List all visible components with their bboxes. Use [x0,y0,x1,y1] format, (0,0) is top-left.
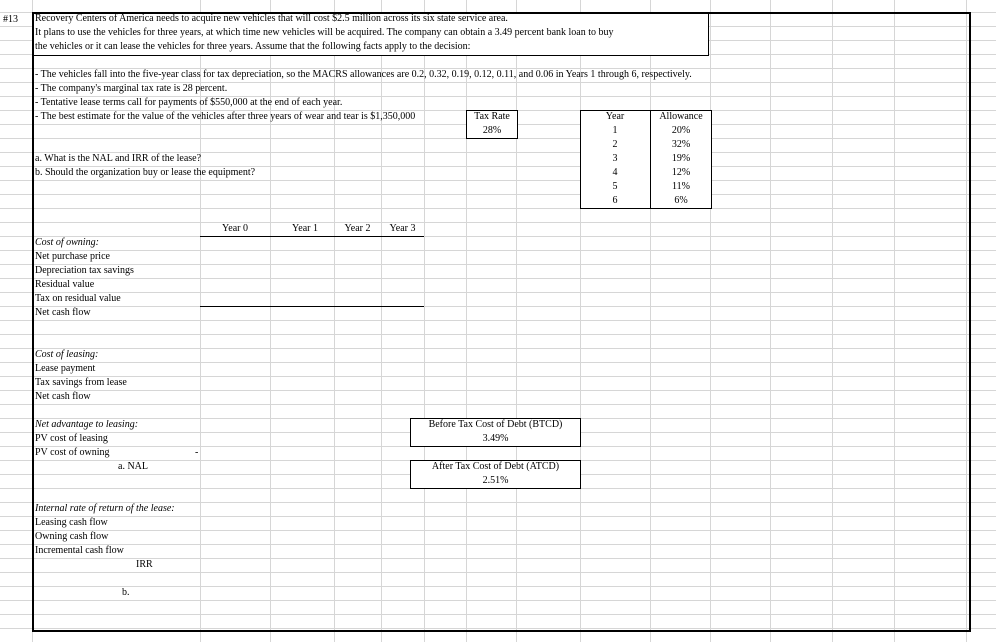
owning-depreciation-tax-savings: Depreciation tax savings [35,265,134,276]
macrs-year-3: 3 [612,153,618,164]
year-3-header: Year 3 [389,223,416,234]
btcd-label: Before Tax Cost of Debt (BTCD) [428,419,563,430]
owning-net-purchase-price: Net purchase price [35,251,110,262]
tax-rate-label: Tax Rate [474,111,510,122]
problem-line-2: It plans to use the vehicles for three years, at which time new vehicles will be acquired. The company can obtain a 3.49 percent bank loan to buy [35,27,614,38]
irr-incremental-cash-flow: Incremental cash flow [35,545,124,556]
owning-net-cash-flow: Net cash flow [35,307,91,318]
owning-tax-on-residual: Tax on residual value [35,293,121,304]
macrs-year-5: 5 [612,181,618,192]
macrs-allowance-4: 12% [671,167,691,178]
nal-pv-owning: PV cost of owning [35,447,110,458]
owning-title: Cost of owning: [35,237,99,248]
owning-residual-value: Residual value [35,279,95,290]
nal-title: Net advantage to leasing: [35,419,139,430]
irr-leasing-cash-flow: Leasing cash flow [35,517,108,528]
answer-b-label: b. [122,587,130,598]
macrs-allowance-5: 11% [672,181,690,192]
problem-number: #13 [3,14,18,25]
atcd-value: 2.51% [482,475,509,486]
question-a: a. What is the NAL and IRR of the lease? [35,153,202,164]
nal-pv-leasing: PV cost of leasing [35,433,108,444]
nal-pv-owning-value[interactable]: - [195,447,199,458]
btcd-value: 3.49% [482,433,509,444]
macrs-header-allowance: Allowance [659,111,703,122]
problem-line-1: Recovery Centers of America needs to acquire new vehicles that will cost $2.5 million across its six state service area. [35,13,508,24]
macrs-allowance-1: 20% [671,125,691,136]
macrs-year-4: 4 [612,167,618,178]
nal-label: a. NAL [118,461,148,472]
irr-label: IRR [136,559,153,570]
leasing-lease-payment: Lease payment [35,363,96,374]
fact-macrs: - The vehicles fall into the five-year class for tax depreciation, so the MACRS allowances are 0.2, 0.32, 0.19, 0.12, 0.11, and 0.06 in Years 1 through 6, respectively. [35,69,692,80]
macrs-allowance-2: 32% [671,139,691,150]
problem-line-3: the vehicles or it can lease the vehicles for three years. Assume that the following facts apply to the decision: [35,41,471,52]
macrs-year-2: 2 [612,139,618,150]
year-2-header: Year 2 [344,223,371,234]
macrs-allowance-6: 6% [674,195,688,206]
tax-rate-value: 28% [482,125,502,136]
irr-title: Internal rate of return of the lease: [35,503,175,514]
macrs-allowance-3: 19% [671,153,691,164]
fact-residual-value: - The best estimate for the value of the vehicles after three years of wear and tear is $1,350,000 [35,111,416,122]
year-0-header: Year 0 [222,223,248,234]
irr-owning-cash-flow: Owning cash flow [35,531,109,542]
macrs-header-year: Year [605,111,625,122]
fact-lease-terms: - Tentative lease terms call for payments of $550,000 at the end of each year. [35,97,343,108]
leasing-tax-savings: Tax savings from lease [35,377,127,388]
year-1-header: Year 1 [292,223,318,234]
leasing-net-cash-flow: Net cash flow [35,391,91,402]
question-b: b. Should the organization buy or lease the equipment? [35,167,256,178]
leasing-title: Cost of leasing: [35,349,99,360]
macrs-year-6: 6 [612,195,618,206]
macrs-year-1: 1 [612,125,618,136]
fact-tax-rate: - The company's marginal tax rate is 28 percent. [35,83,228,94]
atcd-label: After Tax Cost of Debt (ATCD) [431,461,560,472]
